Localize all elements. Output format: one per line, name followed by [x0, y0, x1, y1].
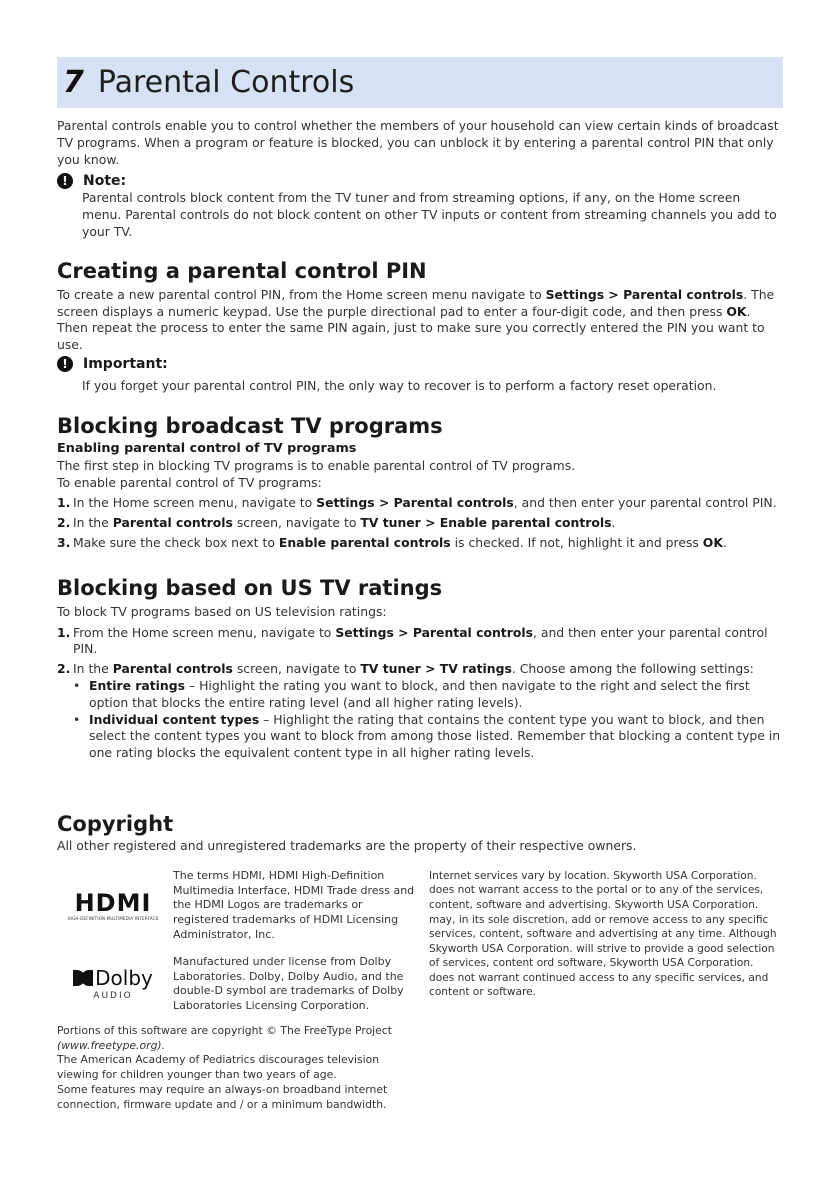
text-span: screen, navigate to [232, 515, 361, 531]
hdmi-wordmark: HDMI [74, 888, 152, 917]
text-span: Portions of this software are copyright © The FreeType Project [57, 1023, 392, 1037]
text-span: – Highlight the rating you want to block, and then navigate to the right and select the first option that blocks the entire rating level (and all higher rating levels). [89, 677, 750, 710]
intro-paragraph: Parental controls enable you to control whether the members of your household can view certain kinds of broadcast TV programs. When a program or feature is blocked, you can unblock it by entering a parental control PIN that only you know. [57, 118, 779, 167]
dolby-sub: AUDIO [93, 990, 133, 1001]
bullet-dot: • [73, 711, 81, 727]
bullet-item [73, 678, 783, 712]
step-number: 1. [57, 624, 71, 640]
ok-key: OK [702, 534, 723, 550]
bullet-item [73, 712, 783, 762]
text-span: is checked. If not, highlight it and press [450, 534, 703, 550]
text-span: In the [73, 515, 113, 531]
text-span: , and then enter your parental control PIN. [73, 624, 768, 657]
menu-path: Parental controls [112, 515, 233, 531]
broadcast-p1: The first step in blocking TV programs is to enable parental control of TV programs. [57, 457, 576, 473]
ratings-steps [57, 625, 783, 762]
text-span: . Choose among the following settings: [511, 661, 754, 677]
bullet-dot: • [73, 677, 81, 693]
text-span: . [722, 534, 727, 550]
menu-path: Settings > Parental controls [316, 495, 514, 511]
text-span: Make sure the check box next to [73, 534, 279, 550]
list-item [57, 661, 783, 678]
text-span: . Then repeat the process to enter the same PIN again, just to make sure you correctly entered the PIN you want to use. [57, 303, 765, 353]
step-text [73, 495, 777, 512]
broadcast-p2: To enable parental control of TV programs: [57, 474, 322, 490]
copyright-heading: Copyright [57, 811, 174, 836]
step-number: 3. [57, 534, 71, 550]
menu-path: Parental controls [112, 661, 233, 677]
text-span: In the [73, 661, 113, 677]
text-span: In the Home screen menu, navigate to [73, 495, 317, 511]
bullet-text [89, 712, 783, 762]
hdmi-logo [57, 869, 169, 943]
text-span: screen, navigate to [232, 661, 361, 677]
dolby-text: Manufactured under license from Dolby Laboratories. Dolby, Dolby Audio, and the double-D symbol are trademarks of Dolby Laboratories Licensing Corporation. [173, 954, 404, 1013]
ratings-heading: Blocking based on US TV ratings [57, 575, 443, 600]
menu-path: TV tuner > TV ratings [360, 661, 512, 677]
step-text [73, 625, 783, 659]
text-span: From the Home screen menu, navigate to [73, 624, 336, 640]
menu-path: Settings > Parental controls [545, 286, 744, 302]
chapter-number: 7 [63, 65, 84, 100]
step-text [73, 515, 616, 532]
bullet-text [89, 678, 783, 712]
hdmi-row [57, 869, 417, 943]
list-item [57, 495, 783, 512]
double-d-icon [73, 970, 93, 986]
text-span: . [611, 515, 616, 531]
copyright-text: All other registered and unregistered trademarks are the property of their respective owners. [57, 837, 637, 853]
alert-icon: ! [57, 173, 73, 189]
bullet-term: Entire ratings [89, 677, 185, 693]
freetype-notice [57, 1024, 417, 1054]
copyright-columns [57, 869, 783, 1113]
ratings-p1: To block TV programs based on US television ratings: [57, 603, 387, 619]
pin-paragraph [57, 287, 783, 354]
important-text: If you forget your parental control PIN, the only way to recover is to perform a factory reset operation. [82, 377, 717, 393]
dolby-wordmark: Dolby [95, 965, 153, 990]
text-span: , and then enter your parental control PIN. [513, 495, 777, 511]
chapter-banner [57, 57, 783, 108]
menu-path: Settings > Parental controls [335, 624, 533, 640]
alert-icon: ! [57, 356, 73, 372]
step-text [73, 661, 754, 678]
list-item [57, 535, 783, 552]
important-label: Important: [83, 355, 168, 372]
important-callout [57, 356, 783, 395]
aap-notice: The American Academy of Pediatrics discourages television viewing for children younger than two years of age. [57, 1053, 380, 1082]
copyright-right-column [429, 869, 781, 1113]
note-label: Note: [83, 173, 127, 190]
note-text: Parental controls block content from the TV tuner and from streaming options, if any, on the Home screen menu. Parental controls do not block content on other TV inputs or content from streaming channels you add to your TV. [82, 190, 777, 239]
list-item [57, 515, 783, 532]
menu-path: TV tuner > Enable parental controls [360, 515, 612, 531]
text-span: To create a new parental control PIN, from the Home screen menu navigate to [57, 286, 546, 302]
step-number: 1. [57, 495, 71, 511]
bullet-term: Individual content types [89, 711, 260, 727]
freetype-url: (www.freetype.org). [57, 1038, 166, 1052]
broadband-notice: Some features may require an always-on broadband internet connection, firmware update and / or a minimum bandwidth. [57, 1083, 388, 1111]
step-number: 2. [57, 515, 71, 531]
text-span: – Highlight the rating that contains the content type you want to block, and then select the content types you want to block from among those listed. Remember that blocking a content type in one rating blocks the equivalent content type in all higher rating levels. [89, 711, 781, 761]
hdmi-text: The terms HDMI, HDMI High-Definition Multimedia Interface, HDMI Trade dress and the HDMI Logos are trademarks or registered trademarks of HDMI Licensing Administrator, Inc. [173, 868, 415, 941]
text-span: . The screen displays a numeric keypad. Use the purple directional pad to enter a four-digit code, and then press [57, 286, 775, 319]
chapter-title: Parental Controls [97, 65, 355, 100]
page [57, 57, 783, 1113]
ok-key: OK [726, 303, 747, 319]
hdmi-tagline: HIGH-DEFINITION MULTIMEDIA INTERFACE [67, 915, 159, 921]
broadcast-steps [57, 495, 783, 551]
menu-path: Enable parental controls [278, 534, 451, 550]
note-callout [57, 173, 783, 240]
dolby-logo [57, 955, 169, 1014]
step-number: 2. [57, 661, 71, 677]
internet-services-text: Internet services vary by location. Skyworth USA Corporation. does not warrant access to the portal or to any of the services, content, software and advertising. Skyworth USA Corporation. may, in its sole discretion, add or remove access to any specific services, content, software and advertising at any time. Although Skyworth USA Corporation. will strive to provide a good selection of services, content ord software, Skyworth USA Corporation. does not warrant continued access to any specific services, and content or software. [429, 869, 777, 999]
broadcast-subheading: Enabling parental control of TV programs [57, 440, 357, 456]
broadcast-heading: Blocking broadcast TV programs [57, 413, 443, 438]
legal-notes [57, 1024, 417, 1113]
list-item [57, 625, 783, 659]
dolby-row [57, 955, 417, 1014]
copyright-left-column [57, 869, 417, 1113]
step-text [73, 535, 727, 552]
pin-heading: Creating a parental control PIN [57, 258, 427, 283]
